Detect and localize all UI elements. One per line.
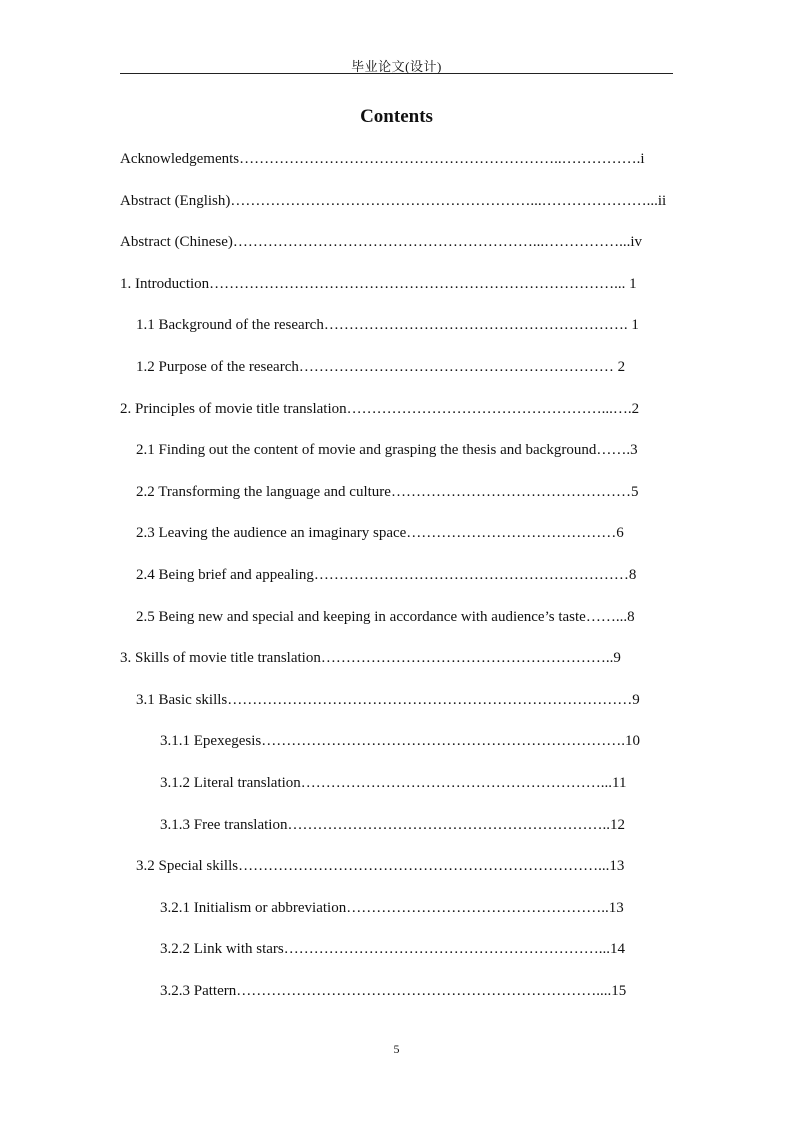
toc-entry-special-skills[interactable] [136,856,624,876]
toc-entry-text: 3.2.1 Initialism or abbreviation……………………………………………..13 [160,900,624,916]
toc-entry-text: 3.1.3 Free translation………………………………………………………..12 [160,817,625,833]
toc-entry-free-translation[interactable] [160,815,625,835]
toc-entry-text: Abstract (English)……………………………………………………...…………………...ii [120,193,667,209]
toc-entry-text: 3.1.2 Literal translation……………………………………………………...11 [160,775,627,791]
toc-entry-link-with-stars[interactable] [160,939,625,959]
toc-entry-finding-out-content[interactable] [136,440,638,460]
toc-entry-text: 2.2 Transforming the language and culture…………………………………………5 [136,484,639,500]
page-number: 5 [393,1042,400,1056]
toc-entry-text: 2.1 Finding out the content of movie and grasping the thesis and background…….3 [136,442,638,458]
toc-entry-literal-translation[interactable] [160,773,627,793]
toc-entry-background[interactable] [136,315,639,335]
toc-entry-acknowledgements[interactable] [120,149,645,169]
toc-entry-brief-appealing[interactable] [136,565,636,585]
page-header: 毕业论文(设计) [351,59,442,74]
toc-entry-abstract-chinese[interactable] [120,232,642,252]
toc-entry-text: 2.5 Being new and special and keeping in accordance with audience’s taste……...8 [136,609,635,625]
toc-entry-text: 3.1 Basic skills………………………………………………………………………9 [136,692,640,708]
toc-entry-text: 3.2.3 Pattern………………………………………………………………....15 [160,983,627,999]
toc-entry-text: 2. Principles of movie title translation……………………………………………...….2 [120,401,640,417]
toc-entry-text: 3.2 Special skills………………………………………………………………...13 [136,858,625,874]
toc-entry-text: 2.3 Leaving the audience an imaginary space……………………………………6 [136,525,624,541]
toc-entry-new-special[interactable] [136,607,635,627]
page-title: Contents [360,106,433,127]
toc-entry-pattern[interactable] [160,981,626,1001]
toc-entry-initialism[interactable] [160,898,624,918]
toc-entry-text: 1.1 Background of the research……………………………………………………. 1 [136,317,639,333]
toc-entry-epexegesis[interactable] [160,731,640,751]
toc-entry-text: 1.2 Purpose of the research……………………………………………………… 2 [136,359,626,375]
toc-entry-transforming-language[interactable] [136,482,638,502]
toc-entry-text: Acknowledgements………………………………………………………..…………….i [120,151,645,167]
toc-entry-text: 3.1.1 Epexegesis……………………………………………………………….10 [160,733,640,749]
toc-entry-basic-skills[interactable] [136,690,640,710]
toc-entry-skills[interactable] [120,648,621,668]
toc-entry-text: 1. Introduction………………………………………………………………………... 1 [120,276,637,292]
header-rule [120,73,673,74]
toc-entry-imaginary-space[interactable] [136,523,624,543]
toc-entry-text: Abstract (Chinese)……………………………………………………...……………...iv [120,234,643,250]
toc-entry-text: 3. Skills of movie title translation…………………………………………………..9 [120,650,621,666]
toc-entry-introduction[interactable] [120,274,637,294]
toc-entry-purpose[interactable] [136,357,625,377]
toc-entry-principles[interactable] [120,399,639,419]
toc-entry-abstract-english[interactable] [120,191,666,211]
toc-entry-text: 2.4 Being brief and appealing………………………………………………………8 [136,567,637,583]
toc-entry-text: 3.2.2 Link with stars………………………………………………………...14 [160,941,625,957]
